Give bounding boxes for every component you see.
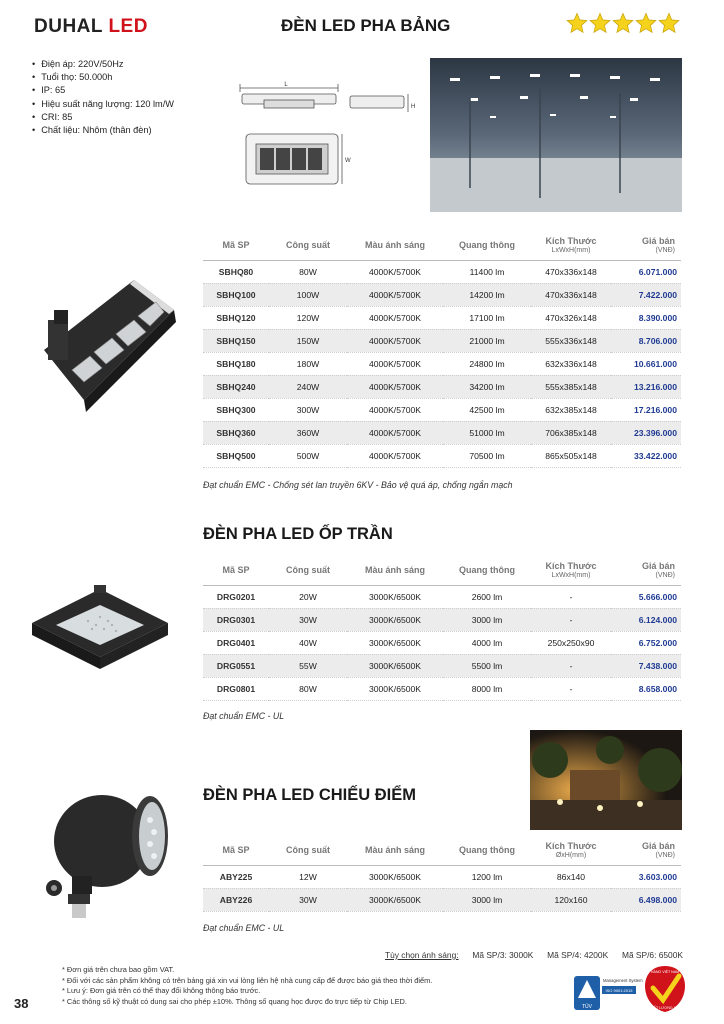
footnote-tolerance: * Các thông số kỹ thuật có dung sai cho phép ±10%. Thông số quang học được đo trực tiếp từ Chip LED.: [62, 996, 407, 1006]
section3-note: Đạt chuẩn EMC - UL: [203, 923, 285, 933]
page-title: ĐÈN LED PHA BẢNG: [281, 16, 451, 35]
col-color-header: Màu ánh sáng: [347, 555, 443, 585]
table-row: SBHQ300 300W 4000K/5700K 42500 lm 632x385x148 17.216.000: [203, 398, 681, 421]
warehouse-photo: [430, 58, 682, 212]
footnote-vat: * Đơn giá trên chưa bao gồm VAT.: [62, 965, 175, 974]
color-options-label: Tùy chọn ánh sáng:: [385, 950, 459, 960]
table-row: SBHQ500 500W 4000K/5700K 70500 lm 865x505x148 33.422.000: [203, 444, 681, 467]
col-flux-header: Quang thông: [443, 555, 531, 585]
table-row: DRG0801 80W 3000K/6500K 8000 lm - 8.658.000: [203, 677, 681, 700]
iso-certification-badge: [574, 968, 643, 1018]
table-row: SBHQ80 80W 4000K/5700K 11400 lm 470x336x148 6.071.000: [203, 260, 681, 283]
table-row: DRG0301 30W 3000K/6500K 3000 lm - 6.124.000: [203, 608, 681, 631]
table-row: SBHQ150 150W 4000K/5700K 21000 lm 555x336x148 8.706.000: [203, 329, 681, 352]
footnote-price-change: * Lưu ý: Đơn giá trên có thể thay đổi không thông báo trước.: [62, 986, 261, 996]
dim-height-label: H: [411, 104, 416, 110]
color-option-3000k: Mã SP/3: 3000K: [472, 950, 534, 960]
table-row: SBHQ240 240W 4000K/5700K 34200 lm 555x385x148 13.216.000: [203, 375, 681, 398]
section3-title: ĐÈN PHA LED CHIẾU ĐIỂM: [203, 786, 416, 804]
star-icon: [635, 12, 657, 34]
floodlight-product-image: [24, 270, 184, 420]
floodlight-price-table: [203, 230, 681, 468]
star-icon: [658, 12, 680, 34]
col-power-header: Công suất: [269, 555, 347, 585]
col-size-header: Kích Thước LxWxH(mm): [531, 230, 611, 260]
table-row: SBHQ120 120W 4000K/5700K 17100 lm 470x326x148 8.390.000: [203, 306, 681, 329]
svg-text:Management System: Management System: [603, 978, 643, 983]
col-price-header: Giá bán (VNĐ): [611, 835, 681, 865]
col-flux-header: Quang thông: [443, 835, 531, 865]
table-row: ABY226 30W 3000K/6500K 3000 lm 120x160 6.498.000: [203, 888, 681, 911]
col-code-header: Mã SP: [203, 555, 269, 585]
brand-logo: DUHAL LED: [34, 16, 148, 37]
col-price-header: Giá bán (VNĐ): [611, 555, 681, 585]
col-power-header: Công suất: [269, 835, 347, 865]
col-color-header: Màu ánh sáng: [347, 835, 443, 865]
spec-material: • Chất liệu: Nhôm (thân đèn): [32, 124, 174, 137]
light-color-options: [385, 950, 683, 960]
svg-text:CHẤT LƯỢNG CAO: CHẤT LƯỢNG CAO: [648, 1006, 682, 1010]
spec-voltage: • Điện áp: 220V/50Hz: [32, 58, 174, 71]
ceiling-floodlight-price-table: [203, 555, 681, 701]
spec-efficiency: • Hiệu suất năng lượng: 120 lm/W: [32, 98, 174, 111]
rating-stars: [566, 12, 680, 34]
ceiling-floodlight-image: [28, 585, 173, 675]
col-flux-header: Quang thông: [443, 230, 531, 260]
svg-text:TÜV: TÜV: [582, 1004, 592, 1010]
star-icon: [566, 12, 588, 34]
section2-title: ĐÈN PHA LED ỐP TRẦN: [203, 525, 393, 543]
dim-width-label: W: [345, 158, 351, 164]
section1-note: Đạt chuẩn EMC - Chống sét lan truyền 6KV - Bảo vệ quá áp, chống ngắn mạch: [203, 480, 513, 490]
table-row: SBHQ180 180W 4000K/5700K 24800 lm 632x336x148 10.661.000: [203, 352, 681, 375]
col-size-header: Kích Thước ØxH(mm): [531, 835, 611, 865]
svg-text:ISO 9001:2015: ISO 9001:2015: [605, 988, 633, 993]
spec-list: [32, 58, 174, 137]
table-row: SBHQ100 100W 4000K/5700K 14200 lm 470x336x148 7.422.000: [203, 283, 681, 306]
table-row: DRG0401 40W 3000K/6500K 4000 lm 250x250x90 6.752.000: [203, 631, 681, 654]
table-row: DRG0201 20W 3000K/6500K 2600 lm - 5.666.000: [203, 585, 681, 608]
page-number: 38: [14, 996, 29, 1011]
table-row: ABY225 12W 3000K/6500K 1200 lm 86x140 3.603.000: [203, 865, 681, 888]
color-option-6500k: Mã SP/6: 6500K: [621, 950, 683, 960]
col-color-header: Màu ánh sáng: [347, 230, 443, 260]
table-row: DRG0551 55W 3000K/6500K 5500 lm - 7.438.000: [203, 654, 681, 677]
high-quality-award-badge: [641, 962, 689, 1016]
color-option-4200k: Mã SP/4: 4200K: [547, 950, 609, 960]
col-price-header: Giá bán (VNĐ): [611, 230, 681, 260]
garden-lighting-photo: [530, 730, 682, 830]
dimension-drawing: [236, 78, 416, 188]
col-power-header: Công suất: [269, 230, 347, 260]
spec-ip: • IP: 65: [32, 84, 174, 97]
star-icon: [589, 12, 611, 34]
footnote-contact: * Đối với các sản phẩm không có trên bảng giá xin vui lòng liên hệ nhà cung cấp để được báo giá theo thời điểm.: [62, 975, 433, 985]
spotlight-product-image: [32, 786, 172, 921]
dim-length-label: L: [284, 82, 288, 88]
spotlight-price-table: [203, 835, 681, 912]
col-code-header: Mã SP: [203, 230, 269, 260]
col-size-header: Kích Thước LxWxH(mm): [531, 555, 611, 585]
star-icon: [612, 12, 634, 34]
section2-note: Đạt chuẩn EMC - UL: [203, 711, 285, 721]
svg-text:HÀNG VIỆT NAM: HÀNG VIỆT NAM: [650, 970, 680, 974]
col-code-header: Mã SP: [203, 835, 269, 865]
footnotes: [62, 965, 432, 1007]
spec-cri: • CRI: 85: [32, 111, 174, 124]
table-row: SBHQ360 360W 4000K/5700K 51000 lm 706x385x148 23.396.000: [203, 421, 681, 444]
spec-lifetime: • Tuổi thọ: 50.000h: [32, 71, 174, 84]
